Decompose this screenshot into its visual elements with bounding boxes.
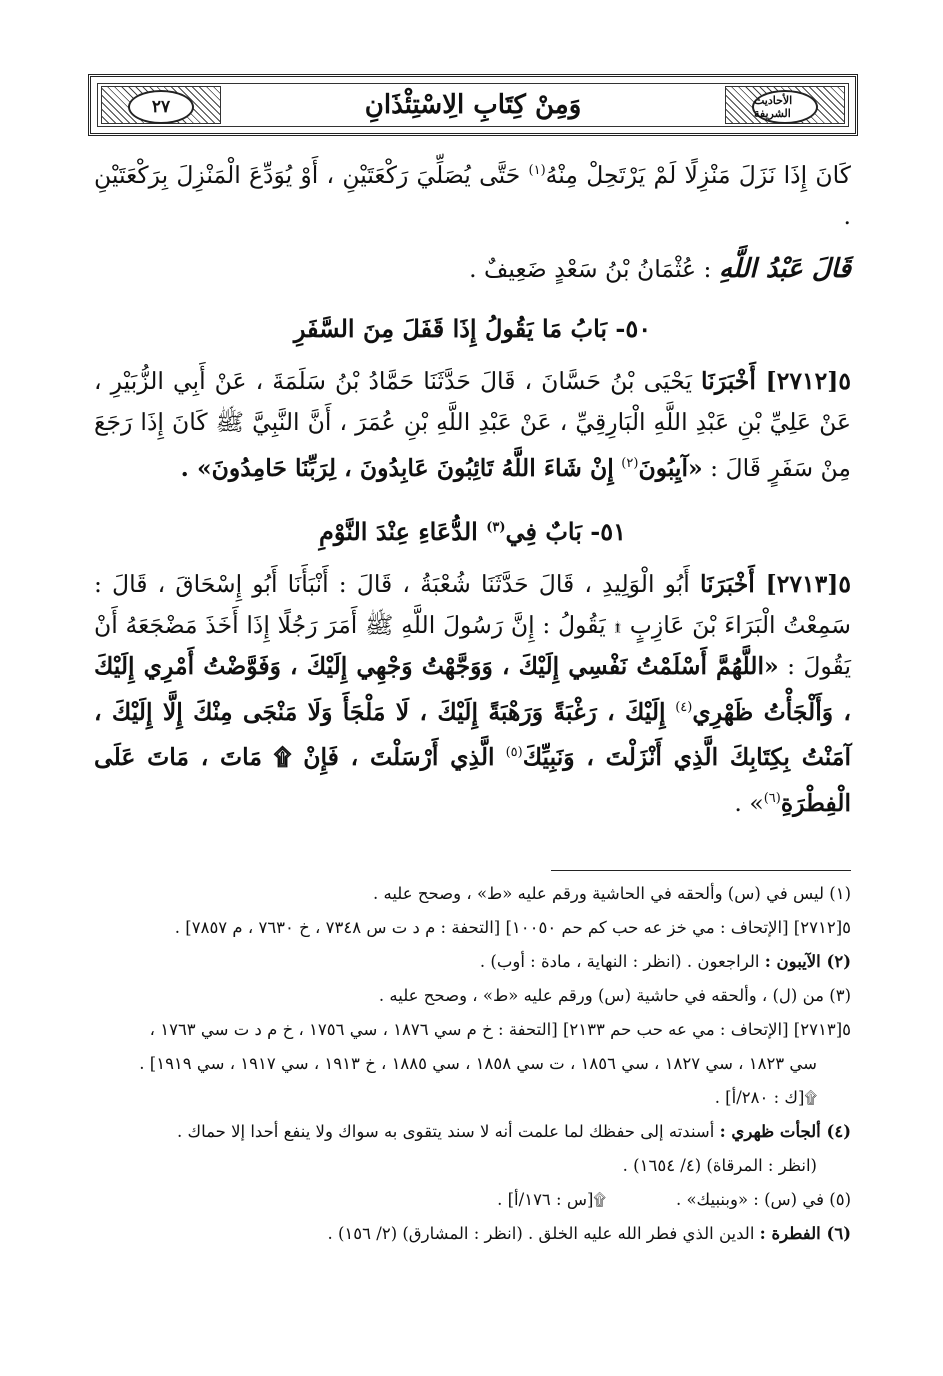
page-number-ornament — [101, 86, 221, 124]
footnote-ref: (٥) — [505, 745, 523, 761]
footnote-ref: (٣) — [486, 519, 506, 535]
chapter-heading-50: ٥٠- بَابُ مَا يَقُولُ إِذَا قَفَلَ مِنَ السَّفَرِ — [293, 313, 652, 343]
footnote-2713: ٥[٢٧١٣] [الإتحاف : مي عه حب حم ٢١٣٣] [التحفة : خ م سي ١٨٧٦ ، سي ١٧٥٦ ، خ م د ت سي ١٧٦٣ ، — [149, 1020, 851, 1039]
main-text — [94, 150, 851, 824]
page-number: ٢٧ — [128, 90, 194, 124]
page-header — [88, 74, 858, 136]
hadith-2713: ٥[٢٧١٣] أَخْبَرَنَا أَبُو الْوَلِيدِ ، قَالَ حَدَّثَنَا شُعْبَةُ ، قَالَ : أَنْبَأَنَا أَبُو إِسْحَاقَ ، قَالَ : سَمِعْتُ الْبَرَاءَ بْنَ عَازِبٍ ۩ يَقُولُ : إِنَّ رَسُولَ اللَّهِ ﷺ أَمَرَ رَجُلًا إِذَا أَخَذَ مَضْجَعَهُ أَنْ يَقُولَ : «اللَّهُمَّ أَسْلَمْتُ نَفْسِي إِلَيْكَ ، وَوَجَّهْتُ وَجْهِي إِلَيْكَ ، وَفَوَّضْتُ أَمْرِي إِلَيْكَ ، وَأَلْجَأْتُ ظَهْرِي$^{(٤)}$ إِلَيْكَ ، رَغْبَةً وَرَهْبَةً إِلَيْكَ ، لَا مَلْجَأَ وَلَا مَنْجَى مِنْكَ إِلَّا إِلَيْكَ ، آمَنْتُ بِكِتَابِكَ الَّذِي أَنْزَلْتَ ، وَنَبِيِّكَ$^{(٥)}$ الَّذِي أَرْسَلْتَ ، فَإِنْ ۩ مَاتَ ، مَاتَ عَلَى الْفِطْرَةِ$^{(٦)}$» . — [94, 569, 851, 818]
paragraph-continuation: كَانَ إِذَا نَزَلَ مَنْزِلًا لَمْ يَرْتَحِلْ مِنْهُ$^{(١)}$ حَتَّى يُصَلِّيَ رَكْعَتَيْنِ ، أَوْ يُوَدِّعَ الْمَنْزِلَ بِرَكْعَتَيْنِ . — [94, 160, 851, 230]
author-comment: قَالَ عَبْدُ اللَّهِ : عُثْمَانُ بْنُ سَعْدٍ ضَعِيفٌ . — [469, 253, 851, 284]
footnote-2712: ٥[٢٧١٢] [الإتحاف : مي خز عه حب كم حم ١٠٠٥٠] [التحفة : م د ت س ٧٣٤٨ ، خ ٧٦٣٠ ، م ٧٨٥٧] . — [174, 918, 851, 937]
footnote-ref: (١) — [528, 163, 546, 178]
footnote-2713-ref: ۩[ك : ٢٨٠/أ] . — [714, 1088, 817, 1107]
chapter-heading-51: ٥١- بَابٌ فِي$^{(٣)}$ الدُّعَاءِ عِنْدَ النَّوْمِ — [318, 516, 627, 546]
footnote-4: (٤) ألجأت ظهري : أسندته إلى حفظك لما علمت أنه لا سند يتقوى به سواك ولا ينفع أحدا إلا حماك . — [177, 1122, 851, 1141]
footnote-ref: (٦) — [763, 791, 781, 807]
footnote-ref: (٢) — [621, 455, 639, 471]
hadith-2712: ٥[٢٧١٢] أَخْبَرَنَا يَحْيَى بْنُ حَسَّانَ ، قَالَ حَدَّثَنَا حَمَّادُ بْنُ سَلَمَةَ ، عَنْ أَبِي الزُّبَيْرِ ، عَنْ عَلِيِّ بْنِ عَبْدِ اللَّهِ الْبَارِقِيِّ ، عَنْ عَبْدِ اللَّهِ بْنِ عُمَرَ ، أَنَّ النَّبِيَّ ﷺ كَانَ إِذَا رَجَعَ مِنْ سَفَرٍ قَالَ : «آيِبُونَ$^{(٢)}$ إِنْ شَاءَ اللَّهُ تَائِبُونَ عَابِدُونَ ، لِرَبِّنَا حَامِدُونَ» . — [94, 366, 851, 482]
book-title: وَمِنْ كِتَابِ الِاسْتِئْذَانِ — [351, 90, 596, 120]
emblem-ornament — [725, 86, 845, 124]
footnote-2713-cont: سي ١٨٢٣ ، سي ١٨٢٧ ، سي ١٨٥٦ ، ت سي ١٨٥٨ ، سي ١٨٨٥ ، خ ١٩١٣ ، سي ١٩١٧ ، سي ١٩١٩] . — [139, 1054, 817, 1073]
footnote-4-cont: (انظر : المرقاة) (٤/ ١٦٥٤) . — [622, 1156, 817, 1175]
author-label: قَالَ عَبْدُ اللَّهِ — [718, 253, 851, 284]
footnote-5: (٥) في (س) : «وبنبيك» . ۩[س : ١٧٦/أ] . — [497, 1190, 851, 1209]
hadith-number: ٥[٢٧١٣] أَخْبَرَنَا — [699, 569, 851, 598]
footnote-2: (٢) الآيبون : الراجعون . (انظر : النهاية ، مادة : أوب) . — [479, 952, 851, 971]
footnote-3: (٣) من (ل) ، وألحقه في حاشية (س) ورقم عليه «ط» ، وصحح عليه . — [378, 986, 851, 1005]
footnote-divider — [551, 870, 851, 871]
footnote-ref: (٤) — [675, 699, 693, 715]
footnote-1: (١) ليس في (س) وألحقه في الحاشية ورقم عليه «ط» ، وصحح عليه . — [372, 884, 851, 903]
footnotes — [94, 870, 851, 1251]
series-emblem: الأحاديث الشريفة — [752, 90, 818, 124]
footnote-6: (٦) الفطرة : الدين الذي فطر الله عليه الخلق . (انظر : المشارق) (٢/ ١٥٦) . — [327, 1224, 851, 1243]
hadith-number: ٥[٢٧١٢] أَخْبَرَنَا — [701, 366, 851, 395]
